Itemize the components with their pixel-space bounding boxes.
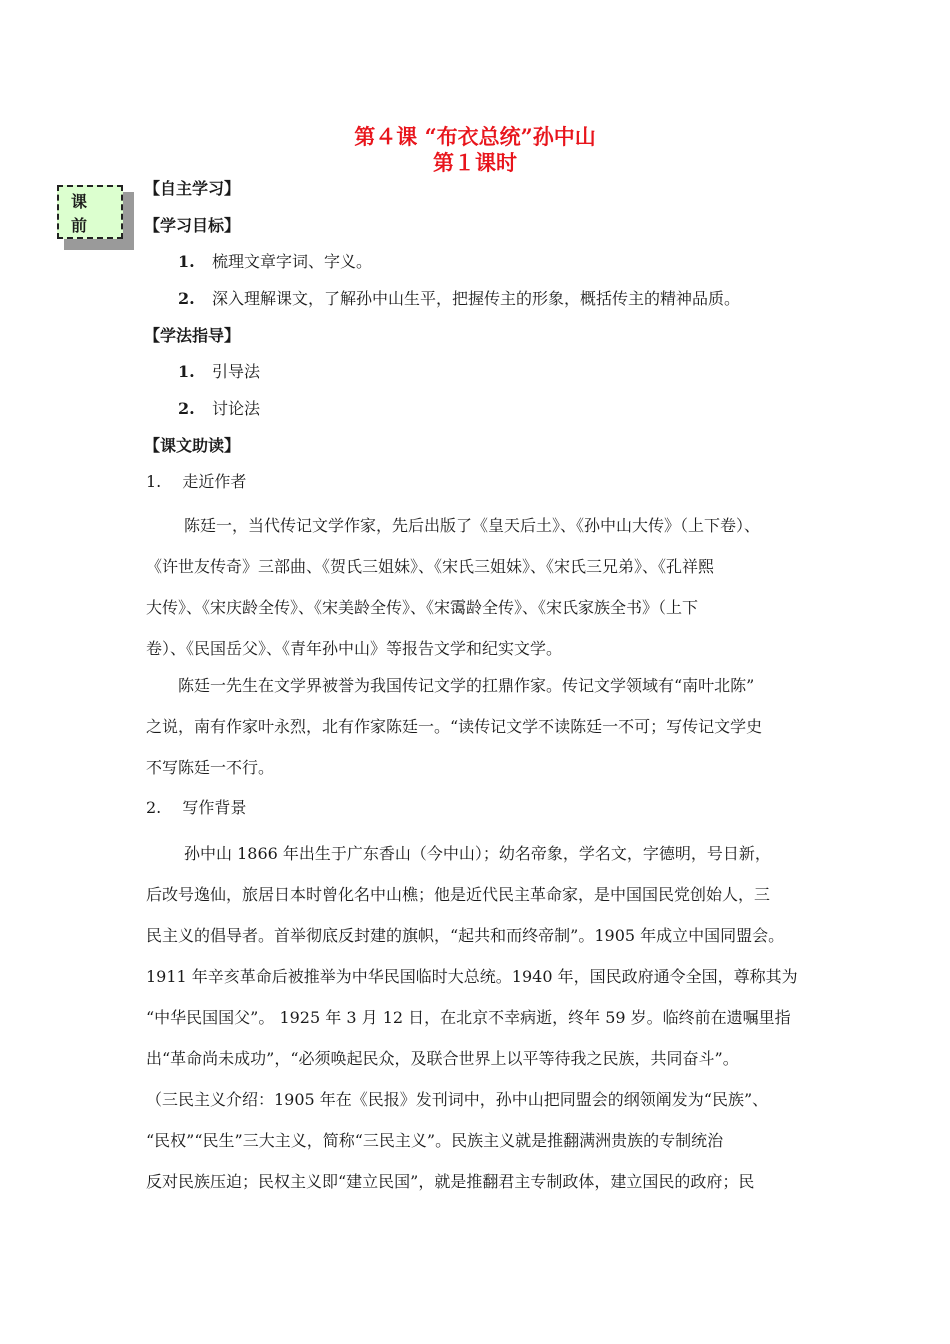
paragraph-line: 《许世友传奇》三部曲、《贺氏三姐妹》、《宋氏三姐妹》、《宋氏三兄弟》、《孔祥熙 [146, 557, 715, 576]
author-heading: 1. 走近作者 [146, 472, 247, 491]
paragraph-line: 出“革命尚未成功”，“必须唤起民众，及联合世界上以平等待我之民族，共同奋斗”。 [146, 1049, 739, 1068]
paragraph-line: 后改号逸仙，旅居日本时曾化名中山樵；他是近代民主革命家，是中国国民党创始人，三 [146, 885, 771, 904]
background-heading: 2. 写作背景 [146, 798, 247, 817]
goal-number: 2. [178, 289, 195, 308]
side-label-char-2: 前 [71, 216, 88, 235]
method-number: 1. [178, 362, 195, 381]
paragraph-line: 陈廷一先生在文学界被誉为我国传记文学的扛鼎作家。传记文学领域有“南叶北陈” [178, 676, 755, 695]
paragraph-line: “民权”“民生”三大主义，简称“三民主义”。民族主义就是推翻满洲贵族的专制统治 [146, 1131, 724, 1150]
reading-heading: 【课文助读】 [144, 436, 241, 455]
self-study-heading: 【自主学习】 [144, 179, 241, 198]
goals-heading: 【学习目标】 [144, 216, 241, 235]
lesson-subtitle: 第１课时 [433, 150, 517, 175]
paragraph-line: “中华民国国父”。 1925 年 3 月 12 日，在北京不幸病逝，终年 59 岁。临终前在遗嘱里指 [146, 1008, 791, 1027]
paragraph-line: 卷）、《民国岳父》、《青年孙中山》等报告文学和纪实文学。 [146, 639, 563, 658]
method-text: 讨论法 [212, 399, 261, 418]
paragraph-line: 民主义的倡导者。首举彻底反封建的旗帜，“起共和而终帝制”。1905 年成立中国同盟会。 [146, 926, 785, 945]
paragraph-line: 孙中山 1866 年出生于广东香山（今中山）；幼名帝象，学名文，字德明，号日新， [184, 844, 771, 863]
goal-text: 深入理解课文，了解孙中山生平，把握传主的形象，概括传主的精神品质。 [212, 289, 741, 308]
paragraph-line: 之说，南有作家叶永烈，北有作家陈廷一。“读传记文学不读陈廷一不可；写传记文学史 [146, 717, 763, 736]
lesson-title: 第４课 “布衣总统”孙中山 [354, 124, 596, 149]
goal-text: 梳理文章字词、字义。 [212, 252, 373, 271]
background-paragraph [146, 833, 826, 1202]
paragraph-line: 不写陈廷一不行。 [146, 758, 275, 777]
goal-item [178, 286, 740, 309]
paragraph-line: 反对民族压迫；民权主义即“建立民国”，就是推翻君主专制政体，建立国民的政府；民 [146, 1172, 755, 1191]
paragraph-line: 陈廷一，当代传记文学作家，先后出版了《皇天后土》、《孙中山大传》（上下卷）、 [184, 516, 761, 535]
author-paragraph-2 [146, 665, 826, 788]
goal-item [178, 249, 372, 272]
paragraph-line: 大传》、《宋庆龄全传》、《宋美龄全传》、《宋霭龄全传》、《宋氏家族全书》（上下 [146, 598, 699, 617]
goal-number: 1. [178, 252, 195, 271]
paragraph-line: 1911 年辛亥革命后被推举为中华民国临时大总统。1940 年，国民政府通令全国，尊称其为 [146, 967, 798, 986]
method-item [178, 359, 260, 382]
paragraph-line: （三民主义介绍：1905 年在《民报》发刊词中，孙中山把同盟会的纲领阐发为“民族”、 [146, 1090, 769, 1109]
author-paragraph-1 [146, 505, 826, 669]
method-heading: 【学法指导】 [144, 326, 241, 345]
side-label-box [57, 185, 123, 239]
method-text: 引导法 [212, 362, 261, 381]
method-number: 2. [178, 399, 195, 418]
side-label-char-1: 课 [71, 192, 88, 211]
method-item [178, 396, 260, 419]
